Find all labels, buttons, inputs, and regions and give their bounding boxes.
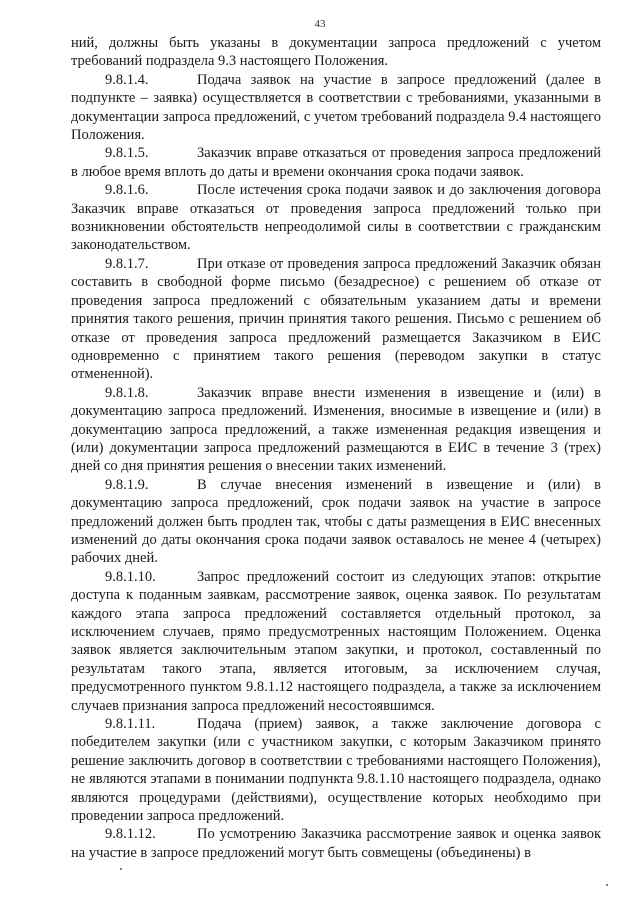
paragraph-number: 9.8.1.6.	[105, 182, 149, 199]
scan-speck	[606, 884, 608, 886]
paragraph-number: 9.8.1.9.	[105, 476, 149, 493]
paragraph-number: 9.8.1.11.	[105, 716, 156, 733]
page-number: 43	[314, 18, 326, 30]
paragraph-number: 9.8.1.10.	[105, 568, 156, 585]
paragraph-text: Заказчик вправе отказаться от проведения запроса предложений в любое время вплоть до даты и времени окончания срока подачи заявок.	[71, 145, 601, 180]
paragraph-text: Заказчик вправе внести изменения в извещение и (или) в документацию запроса предложений. Изменения, вносимые в извещение и (или) в документацию запроса предложений, а также измененная редакция извещения и (или) документации запроса предложений размещаются в ЕИС в течение 3 (трех) дней со дня принятия решения о внесении таких изменений.	[71, 384, 601, 475]
paragraph-9-8-1-4	[71, 71, 601, 145]
paragraph-number: 9.8.1.8.	[105, 384, 149, 401]
paragraph-number: 9.8.1.5.	[105, 145, 149, 162]
scan-speck	[120, 868, 122, 870]
paragraph-text: При отказе от проведения запроса предложений Заказчик обязан составить в свободной форме письмо (безадресное) с решением об отказе от проведения запроса предложений с обязательным указанием даты и времени принятия такого решения, причин принятия такого решения. Письмо с решением об отказе от проведения запроса предложений размещается Заказчиком в ЕИС одновременно с принятием такого решения (переводом закупки в статус отмененной).	[71, 255, 601, 383]
paragraph-text: Подача заявок на участие в запросе предложений (далее в подпункте – заявка) осуществляется в соответствии с требованиями, указанными в документации запроса предложений, с учетом требований подраздела 9.4 настоящего Положения.	[71, 71, 601, 144]
paragraph-text: После истечения срока подачи заявок и до заключения договора Заказчик вправе отказаться от проведения запроса предложений только при возникновении обстоятельств непреодолимой силы в соответствии с гражданским законодательством.	[71, 182, 601, 254]
paragraph-text: Подача (прием) заявок, а также заключение договора с победителем закупки (или с участником закупки, с которым Заказчиком принято решение заключить договор в соответствии с требованиями настоящего Положения), не являются этапами в понимании подпункта 9.8.1.10 настоящего подраздела, однако являются процедурами (действиями), осуществление которых необходимо при проведении запроса предложений.	[71, 716, 601, 825]
paragraph-number: 9.8.1.4.	[105, 71, 149, 88]
paragraph-text: По усмотрению Заказчика рассмотрение заявок и оценка заявок на участие в запросе предложений могут быть совмещены (объединены) в	[71, 826, 601, 861]
paragraph-continuation	[71, 34, 601, 71]
paragraph-9-8-1-8	[71, 384, 601, 476]
paragraph-9-8-1-9	[71, 476, 601, 568]
paragraph-text: ний, должны быть указаны в документации запроса предложений с учетом требований подраздела 9.3 настоящего Положения.	[71, 35, 601, 70]
paragraph-9-8-1-12	[71, 825, 601, 862]
paragraph-text: В случае внесения изменений в извещение и (или) в документацию запроса предложений, срок подачи заявок на участие в запросе предложений должен быть продлен так, чтобы с даты размещения в ЕИС внесенных изменений до даты окончания срока подачи заявок оставалось не менее 4 (четырех) рабочих дней.	[71, 476, 601, 567]
paragraph-9-8-1-7	[71, 255, 601, 384]
paragraph-text: Запрос предложений состоит из следующих этапов: открытие доступа к поданным заявкам, рассмотрение заявок, оценка заявок. По результатам каждого этапа запроса предложений составляется отдельный протокол, за исключением случаев, прямо предусмотренных настоящим Положением. Оценка заявок является заключительным этапом закупки, и протокол, составленный по результатам такого этапа, является итоговым, за исключением случая, предусмотренного пунктом 9.8.1.12 настоящего подраздела, а также за исключением случаев признания запроса предложений несостоявшимся.	[71, 568, 601, 714]
paragraph-9-8-1-6	[71, 181, 601, 255]
document-body	[71, 34, 601, 862]
paragraph-9-8-1-11	[71, 715, 601, 825]
paragraph-9-8-1-10	[71, 568, 601, 715]
paragraph-number: 9.8.1.7.	[105, 255, 149, 272]
paragraph-9-8-1-5	[71, 144, 601, 181]
paragraph-number: 9.8.1.12.	[105, 826, 156, 843]
